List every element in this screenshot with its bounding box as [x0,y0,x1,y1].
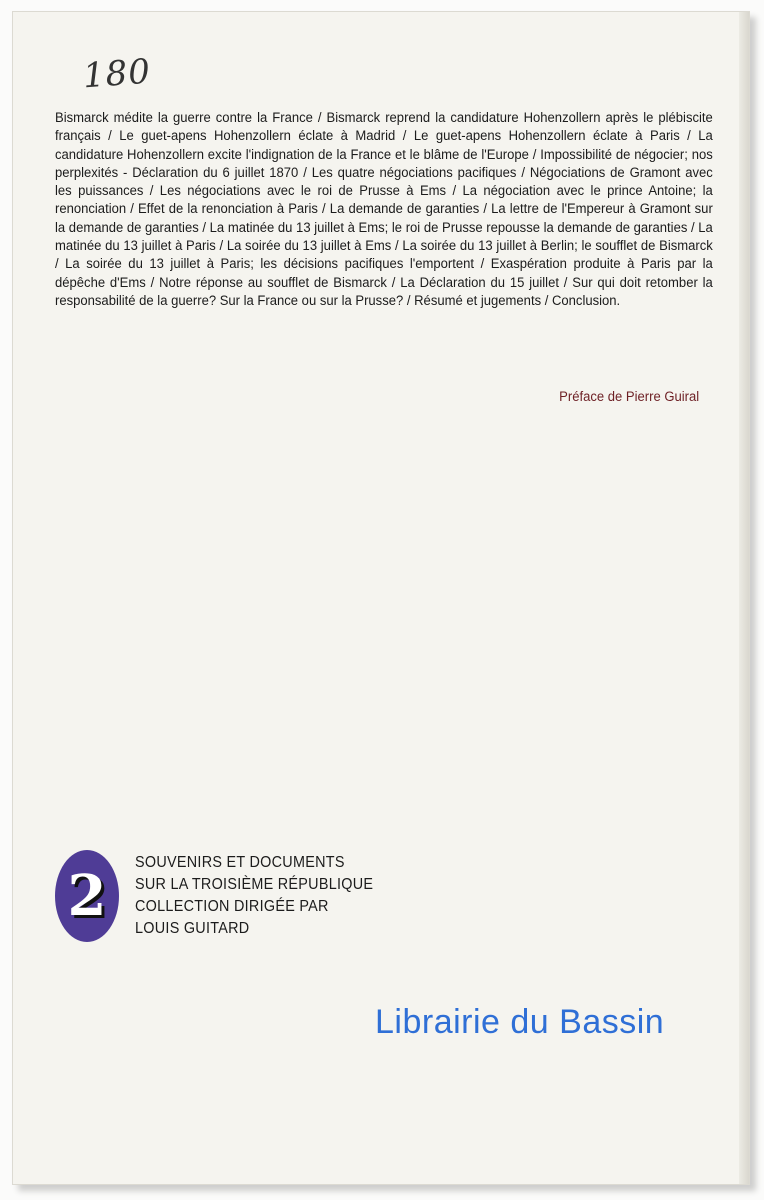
cover-spine-edge [739,12,749,1184]
series-info [135,852,373,940]
handwritten-note: 180 [81,51,153,97]
preface-credit: Préface de Pierre Guiral [558,389,699,405]
series-number: 2 [67,863,107,929]
summary-text: Bismarck médite la guerre contre la France / Bismarck reprend la candidature Hohenzollern après le plébiscite français / Le guet-apens Hohenzollern éclate à Madrid / Le guet-apens Hohenzollern éclate à Paris / La candidature Hohenzollern excite l'indignation de la France et le blâme de l'Europe / Impossibilité de négocier; nos perplexités - Déclaration du 6 juillet 1870 / Les quatre négociations pacifiques / Négociations de Gramont avec les puissances / Les négociations avec le roi de Prusse à Ems / La négociation avec le prince Antoine; la renonciation / Effet de la renonciation à Paris / La demande de garanties / La lettre de l'Empereur à Gramont sur la demande de garanties / La matinée du 13 juillet à Ems; le roi de Prusse repousse la demande de garanties / La matinée du 13 juillet à Paris / La soirée du 13 juillet à Ems / La soirée du 13 juillet à Berlin; le soufflet de Bismarck / La soirée du 13 juillet à Paris; les décisions pacifiques l'emportent / Exaspération produite à Paris par la dépêche d'Ems / Notre réponse au soufflet de Bismarck / La Déclaration du 15 juillet / Sur qui doit retomber la responsabilité de la guerre? Sur la France ou sur la Prusse? / Résumé et jugements / Conclusion. [55,110,713,309]
series-line: SUR LA TROISIÈME RÉPUBLIQUE [135,876,374,893]
series-line: COLLECTION DIRIGÉE PAR [135,898,329,915]
series-line: SOUVENIRS ET DOCUMENTS [135,854,345,871]
bookseller-watermark: Librairie du Bassin [375,1003,665,1041]
series-line: LOUIS GUITARD [135,920,250,937]
series-number-badge [55,850,119,942]
